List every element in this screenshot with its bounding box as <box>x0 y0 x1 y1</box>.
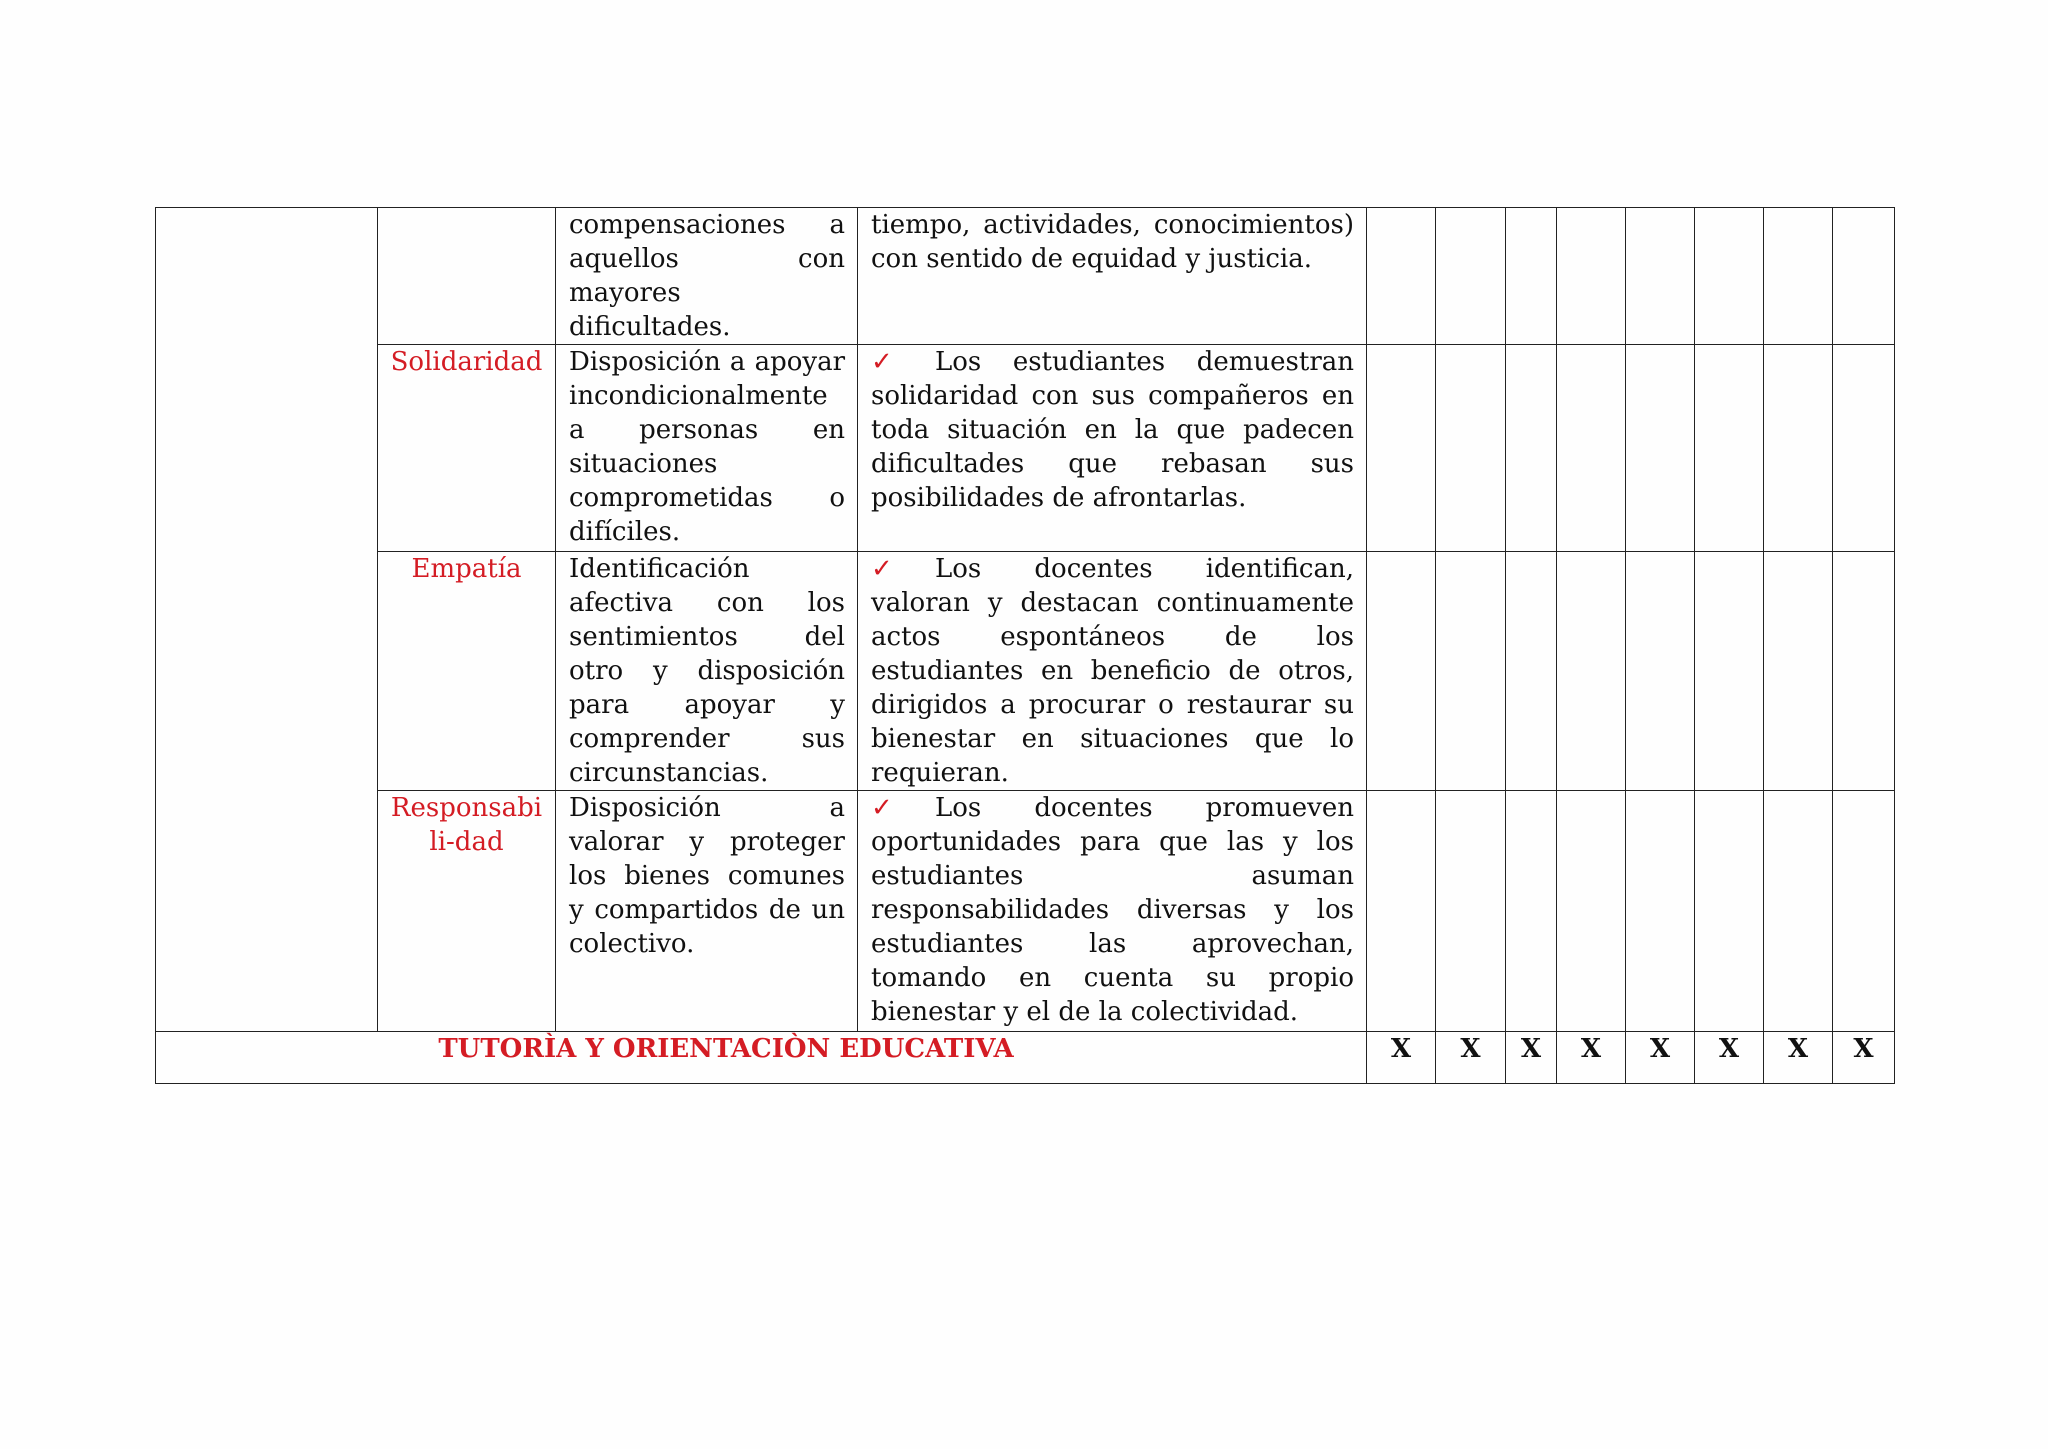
description-text: Disposición a apoyar incondicionalmente a personas en situaciones comprometidas o difíciles. <box>569 347 845 547</box>
table-row <box>156 345 1895 552</box>
rating-cell <box>1764 345 1833 552</box>
rating-cell <box>1695 552 1764 791</box>
description-cell <box>556 208 858 345</box>
indicator-cell <box>858 552 1367 791</box>
indicator-text-body: Los docentes promueven oportunidades para que las y los estudiantes asuman responsabilidades diversas y los estudiantes las aprovechan, tomando en cuenta su propio bienestar y el de la colectividad. <box>871 793 1354 1027</box>
rating-cell <box>1764 552 1833 791</box>
value-cell-solidaridad: Solidaridad <box>378 345 556 552</box>
description-text: Disposición a valorar y proteger los bienes comunes y compartidos de un colectivo. <box>569 793 845 959</box>
rating-cell <box>1695 345 1764 552</box>
description-text: compensaciones a aquellos con mayores dificultades. <box>569 210 845 342</box>
rating-cell <box>1557 552 1626 791</box>
indicator-cell <box>858 208 1367 345</box>
rating-cell <box>1436 345 1506 552</box>
rating-cell <box>1833 208 1895 345</box>
rating-cell <box>1506 791 1557 1032</box>
rating-cell <box>1833 345 1895 552</box>
rating-cell <box>1626 552 1695 791</box>
rating-cell <box>1557 208 1626 345</box>
rating-cell <box>1506 552 1557 791</box>
rating-cell <box>1764 208 1833 345</box>
table-row <box>156 552 1895 791</box>
value-cell <box>378 208 556 345</box>
table-row <box>156 791 1895 1032</box>
rating-cell <box>1626 208 1695 345</box>
mark-cell: X <box>1436 1032 1506 1084</box>
indicator-text: tiempo, actividades, conocimientos) con sentido de equidad y justicia. <box>871 210 1354 274</box>
rating-cell <box>1695 791 1764 1032</box>
indicator-text <box>871 345 1354 515</box>
section-title: TUTORÌA Y ORIENTACIÒN EDUCATIVA <box>156 1032 1367 1084</box>
mark-cell: X <box>1367 1032 1436 1084</box>
rating-cell <box>1833 791 1895 1032</box>
rating-cell <box>1436 791 1506 1032</box>
value-cell-empatia: Empatía <box>378 552 556 791</box>
values-rubric-table <box>155 207 1895 1084</box>
check-mark-icon: ✓ <box>871 554 893 584</box>
rating-cell <box>1367 345 1436 552</box>
mark-cell: X <box>1764 1032 1833 1084</box>
mark-cell: X <box>1626 1032 1695 1084</box>
rating-cell <box>1436 208 1506 345</box>
mark-cell: X <box>1557 1032 1626 1084</box>
rating-cell <box>1367 791 1436 1032</box>
check-mark-icon: ✓ <box>871 793 893 823</box>
mark-cell: X <box>1506 1032 1557 1084</box>
rating-cell <box>1626 345 1695 552</box>
description-cell <box>556 552 858 791</box>
rating-cell <box>1557 791 1626 1032</box>
rating-cell <box>1557 345 1626 552</box>
table-row <box>156 208 1895 345</box>
mark-cell: X <box>1833 1032 1895 1084</box>
rating-cell <box>1626 791 1695 1032</box>
rating-cell <box>1367 208 1436 345</box>
indicator-cell <box>858 791 1367 1032</box>
dimension-cell <box>156 208 378 1032</box>
rating-cell <box>1367 552 1436 791</box>
footer-row <box>156 1032 1895 1084</box>
description-cell <box>556 791 858 1032</box>
description-text: Identificación afectiva con los sentimientos del otro y disposición para apoyar y comprender sus circunstancias. <box>569 554 845 788</box>
check-mark-icon: ✓ <box>871 347 893 377</box>
indicator-text-body: Los estudiantes demuestran solidaridad con sus compañeros en toda situación en la que padecen dificultades que rebasan sus posibilidades de afrontarlas. <box>871 347 1354 513</box>
description-cell <box>556 345 858 552</box>
rating-cell <box>1695 208 1764 345</box>
rating-cell <box>1436 552 1506 791</box>
rating-cell <box>1506 208 1557 345</box>
rating-cell <box>1506 345 1557 552</box>
indicator-text <box>871 791 1354 1029</box>
value-label: Responsabi li-dad <box>390 793 543 857</box>
mark-cell: X <box>1695 1032 1764 1084</box>
indicator-text-body: Los docentes identifican, valoran y destacan continuamente actos espontáneos de los estudiantes en beneficio de otros, dirigidos a procurar o restaurar su bienestar en situaciones que lo requieran. <box>871 554 1354 788</box>
indicator-text <box>871 552 1354 790</box>
indicator-cell <box>858 345 1367 552</box>
value-cell-responsabilidad <box>378 791 556 1032</box>
rating-cell <box>1764 791 1833 1032</box>
rating-cell <box>1833 552 1895 791</box>
